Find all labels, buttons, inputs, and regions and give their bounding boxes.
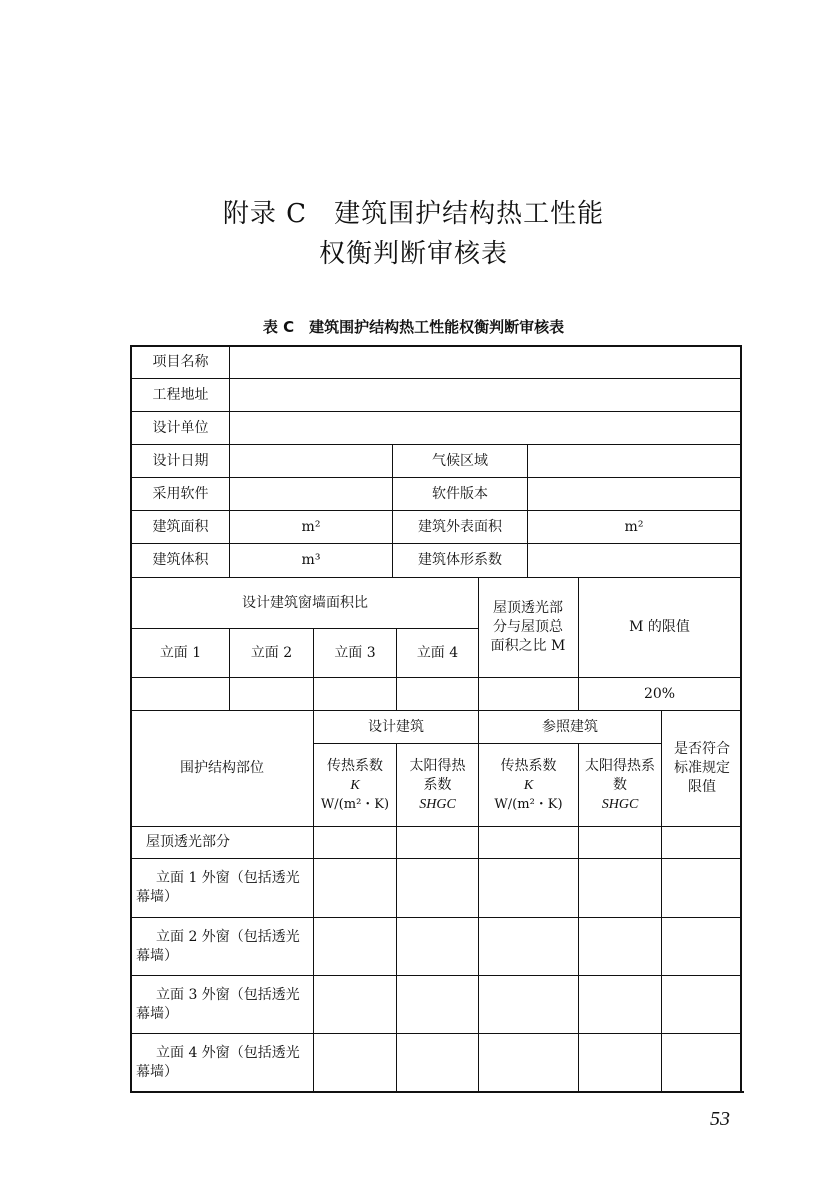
reference-shgc-header <box>581 744 659 826</box>
label-project-name: 项目名称 <box>152 354 209 370</box>
roof-ratio-header: 屋顶透光部分与屋顶总面积之比 M <box>490 600 566 654</box>
label-shape-coefficient: 建筑体形系数 <box>418 552 502 568</box>
envelope-area-unit: m² <box>624 518 644 535</box>
reference-building-header: 参照建筑 <box>542 718 598 735</box>
page-title: 附录 C 建筑围护结构热工性能 <box>222 199 605 229</box>
label-climate-zone: 气候区域 <box>432 452 488 469</box>
design-k-unit: W/(m²・K) <box>320 796 390 812</box>
table-border <box>740 345 742 1093</box>
facade-4-header: 立面 4 <box>416 644 459 661</box>
facade-1-header: 立面 1 <box>159 644 202 661</box>
reference-k-unit: W/(m²・K) <box>494 796 563 812</box>
label-envelope-area: 建筑外表面积 <box>418 518 502 535</box>
facade-2-header: 立面 2 <box>250 644 293 661</box>
page-subtitle: 权衡判断审核表 <box>318 239 508 269</box>
floor-area-unit: m² <box>301 518 321 535</box>
page-number: 53 <box>710 1108 730 1130</box>
reference-k-header <box>479 744 578 826</box>
reference-k-label: 传热系数 <box>500 757 557 774</box>
design-k-label: 传热系数 <box>327 757 383 774</box>
row-roof-transparent: 屋顶透光部分 <box>146 834 230 850</box>
design-k-header <box>314 744 396 826</box>
label-software: 采用软件 <box>152 485 209 502</box>
wwr-header: 设计建筑窗墙面积比 <box>242 594 368 611</box>
design-shgc-label: 太阳得热系数 <box>409 757 466 793</box>
label-design-unit: 设计单位 <box>152 419 209 436</box>
reference-k-symbol: K <box>523 777 534 793</box>
label-software-version: 软件版本 <box>432 485 488 502</box>
design-shgc-header <box>397 744 478 826</box>
col-divider <box>661 710 662 1092</box>
col-divider <box>478 577 479 710</box>
row-facade-1-window: 立面 1 外窗（包括透光幕墙） <box>136 870 300 905</box>
reference-shgc-label: 太阳得热系数 <box>585 757 655 793</box>
design-k-symbol: K <box>350 777 360 793</box>
reference-shgc-symbol: SHGC <box>601 796 639 812</box>
row-facade-3-window: 立面 3 外窗（包括透光幕墙） <box>136 986 300 1022</box>
label-floor-area: 建筑面积 <box>152 518 209 535</box>
design-building-header: 设计建筑 <box>368 718 424 735</box>
table-border <box>130 1091 744 1093</box>
compliance-header: 是否符合标准规定限值 <box>674 741 730 795</box>
m-limit-header: M 的限值 <box>629 619 690 635</box>
col-divider <box>578 743 579 1092</box>
row-facade-2-window: 立面 2 外窗（包括透光幕墙） <box>136 928 300 964</box>
m-limit-value: 20% <box>643 685 676 702</box>
volume-unit: m³ <box>301 552 321 568</box>
facade-3-header: 立面 3 <box>334 644 376 661</box>
envelope-part-header: 围护结构部位 <box>180 760 264 776</box>
table-caption: 表 C 建筑围护结构热工性能权衡判断审核表 <box>262 318 565 336</box>
label-project-address: 工程地址 <box>152 386 209 403</box>
label-design-date: 设计日期 <box>152 452 209 469</box>
row-facade-4-window: 立面 4 外窗（包括透光幕墙） <box>136 1044 300 1080</box>
design-shgc-symbol: SHGC <box>419 796 456 812</box>
label-volume: 建筑体积 <box>152 552 209 568</box>
